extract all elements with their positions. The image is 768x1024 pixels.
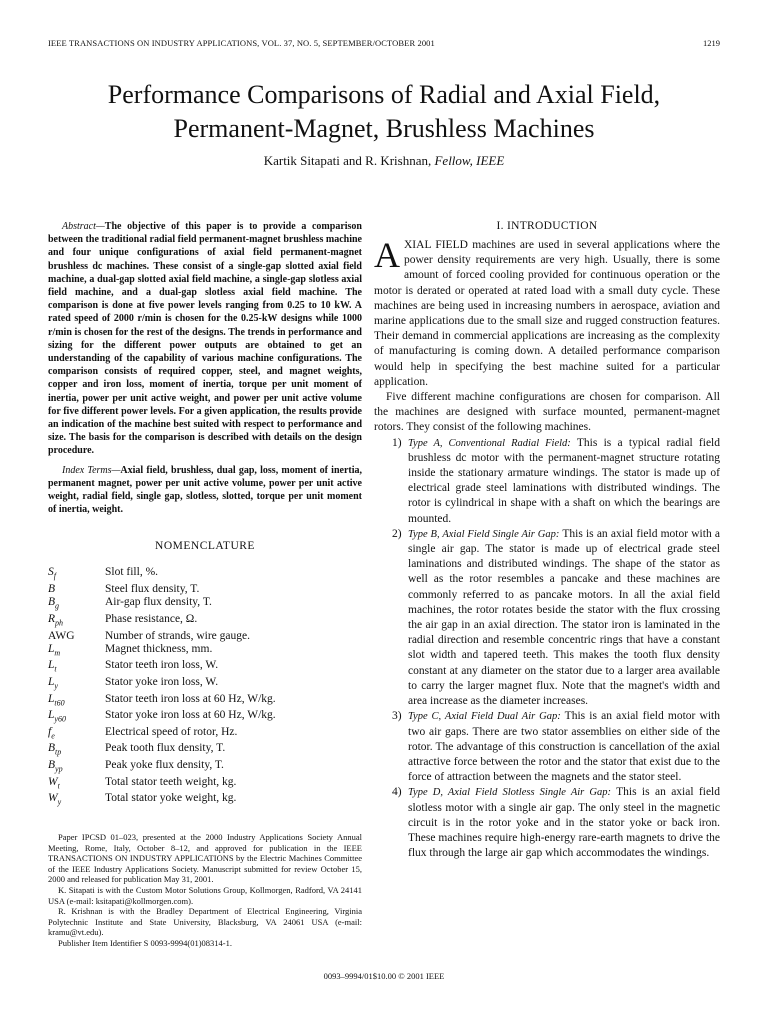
footnote-1: Paper IPCSD 01–023, presented at the 2000 Industry Applications Society Annual Meeting, Rome, Italy, October 8–12, and approved for publication in the IEEE TRANSACTIONS ON INDUSTRY APPLICATIONS by the Electric Machines Committee of the IEEE Industry Applications Society. Manuscript submitted for review October 15, 2000 and released for publication May 31, 2001. xyxy=(48,832,362,885)
nomenclature-symbol: $B_{tp}$ xyxy=(48,742,62,757)
nomenclature-description: Number of strands, wire gauge. xyxy=(105,629,250,642)
nomenclature-description: Air-gap flux density, T. xyxy=(105,596,212,609)
nomenclature-symbol: $B_{yp}$ xyxy=(48,759,63,774)
paper-title xyxy=(0,78,768,146)
list-item xyxy=(374,785,720,861)
nomenclature-description: Slot fill, %. xyxy=(105,566,159,579)
footnote-4: Publisher Item Identifier S 0093-9994(01)08314-1. xyxy=(58,937,232,948)
nomenclature-heading: NOMENCLATURE xyxy=(155,540,255,553)
nomenclature-table xyxy=(48,566,362,808)
list-item xyxy=(374,527,720,709)
machine-type: Type D, Axial Field Slotless Single Air Gap: xyxy=(408,787,611,799)
footnote-2: K. Sitapati is with the Custom Motor Solutions Group, Kollmorgen, Radford, VA 24141 USA (e-mail: ksitapati@kollmorgen.com). xyxy=(48,884,362,906)
intro-paragraph-1-text: XIAL FIELD machines are used in several applications where the power density requirements are very high. Usually, there is some amount of forced cooling provided for continuous operation or the motor is derated or operated at rated load with a small duty cycle. These machines are being used in increasing numbers in aerospace, aviation and marine applications due to the small size and rugged construction features. Their demand in commercial applications are increasing as the complexity of manufacturing is coming down. A detailed performance comparison would help in specifying the best machine suited for a particular application. xyxy=(374,239,720,388)
machine-description: This is an axial field motor with a single air gap. The stator is made up of electrical grade steel laminations and distributed windings. The shape of the stator as well as the rotor resembles a pancake and these machines are commonly referred to as pancake motors. In all the axial field machines, the rotor rotates beside the stator with the flux crossing the air gap in an axial direction. The stator iron is laminated in the radial direction and resemble concentric rings that have a constant slot width and tapered teeth. This makes the tooth flux density constant at any diameter on the stator due to a larger area available to carry the larger magnet flux. Note that the magnet's width and area increase as the diameter increases. xyxy=(408,527,720,708)
index-terms-text: Axial field, brushless, dual gap, loss, moment of inertia, permanent magnet, power per unit active volume, power per unit active weight, radial field, single gap, slotless, slotted, torque per unit moment of inertia, weight. xyxy=(48,464,362,516)
machine-description: This is an axial field slotless motor with a single air gap. The only steel in the magnetic circuit is in the rotor yoke and in the stator yoke or back iron. These machines require high-energy rare-earth magnets to drive the flux through the large air gap which accommodates the windings. xyxy=(408,786,720,860)
title-line-1: Performance Comparisons of Radial and Axial Field, xyxy=(107,80,661,109)
table-row xyxy=(48,693,362,710)
index-terms xyxy=(48,464,362,517)
abstract xyxy=(48,220,362,458)
nomenclature-description: Magnet thickness, mm. xyxy=(105,642,213,655)
intro-paragraph-2: Five different machine configurations are chosen for comparison. All the machines are designed with surface mounted, permanent-magnet rotors. They consist of the following machines. xyxy=(374,391,720,434)
table-row xyxy=(48,676,362,693)
footnotes xyxy=(48,832,362,949)
table-row xyxy=(48,566,362,583)
running-head: IEEE TRANSACTIONS ON INDUSTRY APPLICATIONS, VOL. 37, NO. 5, SEPTEMBER/OCTOBER 2001 xyxy=(48,38,435,48)
nomenclature-description: Stator teeth iron loss at 60 Hz, W/kg. xyxy=(105,692,276,705)
table-row xyxy=(48,613,362,630)
nomenclature-symbol: $L_{t60}$ xyxy=(48,692,65,707)
nomenclature-description: Stator yoke iron loss, W. xyxy=(105,676,219,689)
nomenclature-symbol: $f_e$ xyxy=(48,725,55,741)
list-item xyxy=(374,709,720,785)
table-row xyxy=(48,792,362,809)
right-column xyxy=(374,220,720,861)
nomenclature-symbol: $W_y$ xyxy=(48,792,62,807)
table-row xyxy=(48,759,362,776)
title-line-2: Permanent-Magnet, Brushless Machines xyxy=(173,114,595,143)
nomenclature-description: Total stator yoke weight, kg. xyxy=(105,792,237,805)
nomenclature-symbol: $L_m$ xyxy=(48,642,61,658)
nomenclature-symbol: $R_{ph}$ xyxy=(48,612,64,628)
nomenclature-description: Electrical speed of rotor, Hz. xyxy=(105,725,238,738)
nomenclature-description: Total stator teeth weight, kg. xyxy=(105,775,237,788)
nomenclature-description: Stator teeth iron loss, W. xyxy=(105,659,219,672)
author-suffix: Fellow, IEEE xyxy=(434,153,505,168)
list-number: 1) xyxy=(392,436,402,449)
introduction-heading: I. INTRODUCTION xyxy=(496,220,598,232)
list-number: 2) xyxy=(392,527,402,540)
nomenclature-symbol: $S_f$ xyxy=(48,566,56,581)
intro-paragraph-1 xyxy=(374,235,720,390)
nomenclature-description: Phase resistance, Ω. xyxy=(105,612,198,625)
machine-description: This is a typical radial field brushless dc motor with the permanent-magnet structure rotating inside the stationary armature windings. The stator is made up of electrical grade steel laminations with distributed windings. The rotor is cylindrical in shape with a shaft on which the bearings are mounted. xyxy=(408,436,721,525)
authors xyxy=(0,153,768,169)
footnote-3: R. Krishnan is with the Bradley Department of Electrical Engineering, Virginia Polytechnic Institute and State University, Blacksburg, VA 24061 USA (e-mail: kramu@vt.edu). xyxy=(48,906,362,938)
table-row xyxy=(48,583,362,596)
nomenclature-symbol: AWG xyxy=(48,629,75,642)
table-row xyxy=(48,596,362,613)
table-row xyxy=(48,659,362,676)
index-terms-label: Index Terms— xyxy=(62,464,121,476)
nomenclature-symbol: $W_t$ xyxy=(48,775,60,790)
list-number: 3) xyxy=(392,710,402,723)
machine-type: Type B, Axial Field Single Air Gap: xyxy=(408,528,560,540)
table-row xyxy=(48,726,362,743)
list-number: 4) xyxy=(392,786,402,799)
nomenclature-symbol: $L_y$ xyxy=(48,676,58,691)
nomenclature-description: Stator yoke iron loss at 60 Hz, W/kg. xyxy=(105,709,276,722)
drop-cap: A xyxy=(374,235,400,275)
page-number: 1219 xyxy=(703,38,720,48)
abstract-label: Abstract— xyxy=(62,221,105,232)
table-row xyxy=(48,742,362,759)
abstract-text: The objective of this paper is to provide a comparison between the traditional radial field permanent-magnet brushless machine and four unique configurations of axial field permanent-magnet brushless dc machines. These consist of a single-gap slotted axial field machine, a dual-gap slotted axial field machine, a single-gap slotless axial field machine, and a dual-gap slotless axial field machine. The comparison is done at five power levels ranging from 0.25 to 10 kW. A rated speed of 2000 r/min is chosen for the 0.25-kW designs while 1000 r/min is chosen for the rest of the designs. The trends in performance and sizing for the different power outputs are obtained to get an understanding of the capability of various machine configurations. The comparison consists of required copper, steel, and magnet weights, copper and iron loss, moment of inertia, torque per unit moment of inertia, power per unit active weight, and power per unit active volume for five different power levels. For a given application, the results provide an indication of the machine best suited with respect to performance and size. The basis for the comparison is described with details on the design procedure. xyxy=(48,221,362,457)
table-row xyxy=(48,776,362,793)
table-row xyxy=(48,709,362,726)
table-row xyxy=(48,630,362,643)
nomenclature-description: Steel flux density, T. xyxy=(105,583,200,596)
author-names: Kartik Sitapati and R. Krishnan, xyxy=(263,153,432,168)
nomenclature-symbol: $L_t$ xyxy=(48,659,57,674)
nomenclature-symbol: $B_g$ xyxy=(48,596,60,611)
machine-type: Type C, Axial Field Dual Air Gap: xyxy=(408,711,561,723)
machine-type: Type A, Conventional Radial Field: xyxy=(408,437,571,449)
machine-description: This is an axial field motor with two air gaps. There are two stator assemblies on either side of the rotor. The advantage of this construction is cancellation of the axial attractive force between the rotor and the stator that exist due to the force of attraction between the magnets and the stator steel. xyxy=(408,710,720,784)
copyright-footer: 0093–9994/01$10.00 © 2001 IEEE xyxy=(323,971,445,981)
list-item xyxy=(374,436,720,527)
nomenclature-description: Peak yoke flux density, T. xyxy=(105,759,224,771)
left-column xyxy=(48,220,362,809)
table-row xyxy=(48,643,362,660)
nomenclature-symbol: $L_{y60}$ xyxy=(48,709,66,724)
nomenclature-symbol: B xyxy=(48,583,56,596)
machine-list xyxy=(374,436,720,862)
nomenclature-description: Peak tooth flux density, T. xyxy=(105,742,226,755)
